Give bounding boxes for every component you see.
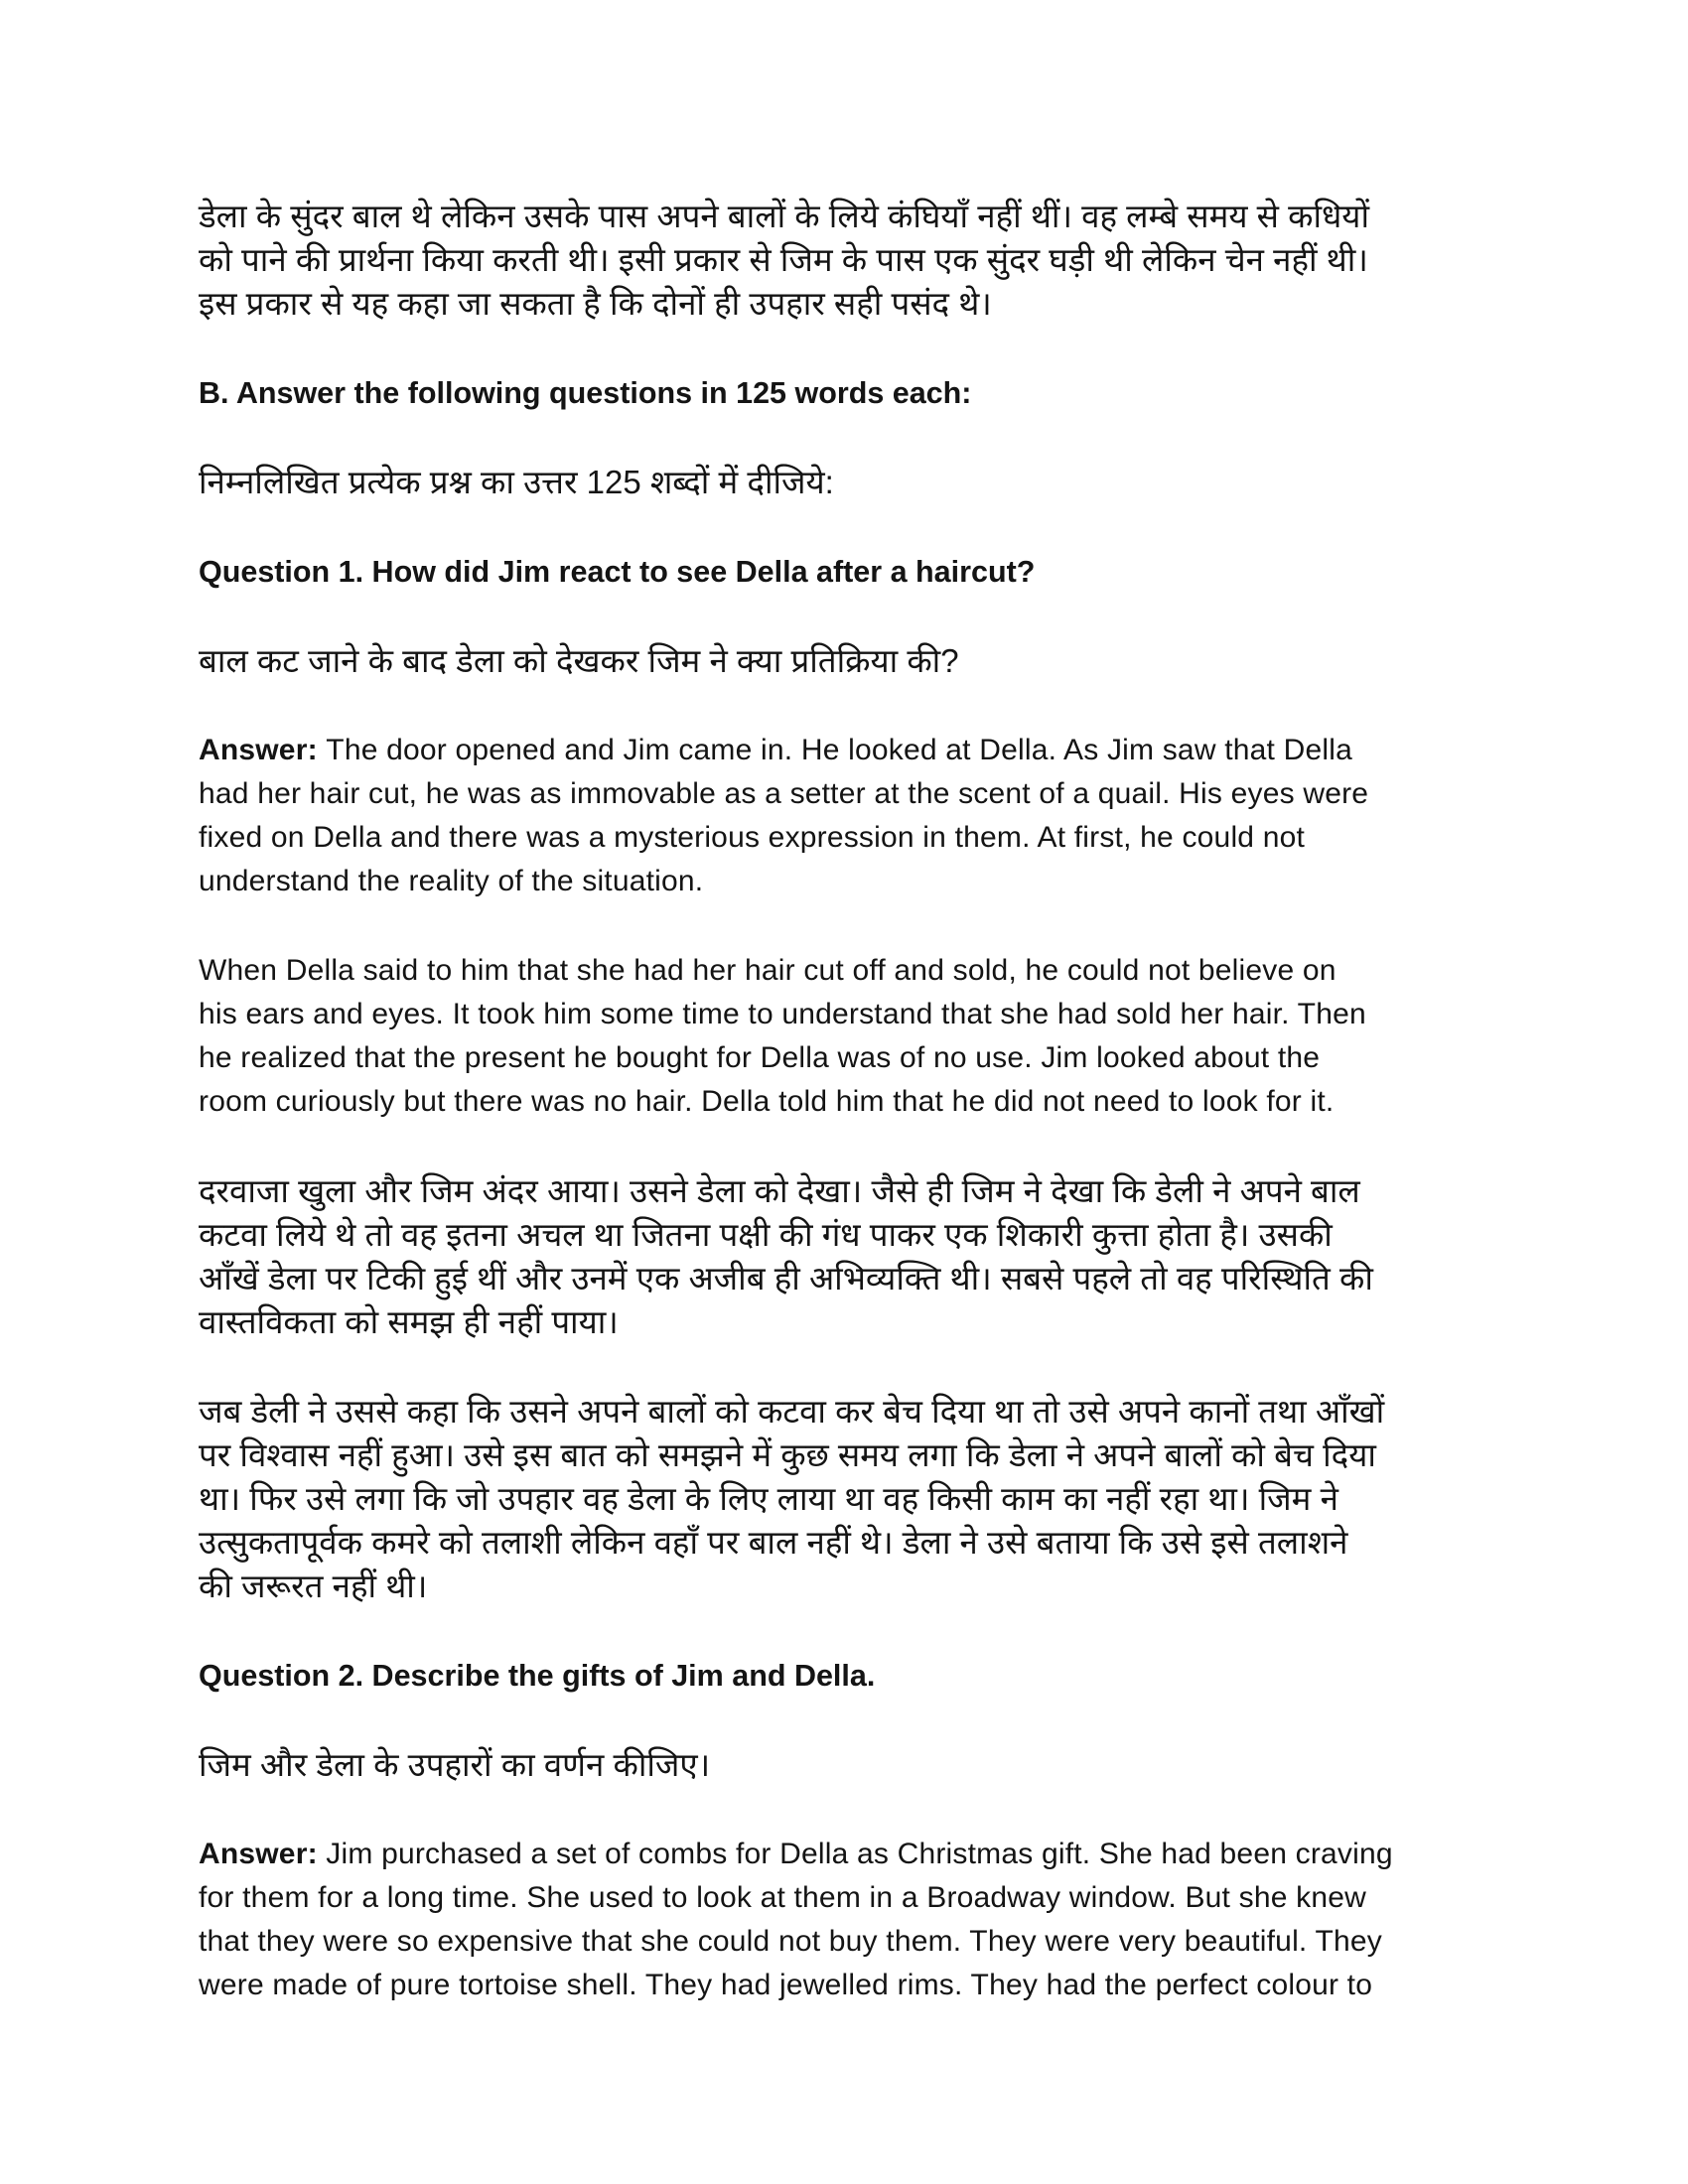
text-line: कटवा लिये थे तो वह इतना अचल था जितना पक्षी की गंध पाकर एक शिकारी कुत्ता होता है। उसकी [199,1216,1333,1253]
text-line: had her hair cut, he was as immovable as a setter at the scent of a quail. His eyes were [199,777,1369,810]
text-line: his ears and eyes. It took him some time to understand that she had sold her hair. Then [199,998,1366,1030]
text-line: जब डेली ने उससे कहा कि उसने अपने बालों को कटवा कर बेच दिया था तो उसे अपने कानों तथा आँखों [199,1393,1385,1430]
text-line: fixed on Della and there was a mysterious expression in them. At first, he could not [199,821,1306,854]
question-1-heading: Question 1. How did Jim react to see Della after a haircut? [199,555,1036,589]
text-line: जिम और डेला के उपहारों का वर्णन कीजिए। [199,1746,711,1783]
text-line: इस प्रकार से यह कहा जा सकता है कि दोनों ही उपहार सही पसंद थे। [199,285,992,322]
instruction-hindi [199,461,1475,504]
text-line: पर विश्वास नहीं हुआ। उसे इस बात को समझने में कुछ समय लगा कि डेला ने अपने बालों को बेच दिया [199,1436,1376,1473]
question-1-answer-hindi-paragraph-2 [199,1390,1475,1608]
text-line: डेला के सुंदर बाल थे लेकिन उसके पास अपने बालों के लिये कंघियाँ नहीं थीं। वह लम्बे समय से कधियों [199,198,1369,234]
section-b-heading: B. Answer the following questions in 125 words each: [199,376,972,410]
question-2-answer-english-paragraph-1 [199,1833,1475,2007]
text-line: वास्तविकता को समझ ही नहीं पाया। [199,1303,619,1340]
text-line: दरवाजा खुला और जिम अंदर आया। उसने डेला को देखा। जैसे ही जिम ने देखा कि डेली ने अपने बाल [199,1172,1360,1209]
text-line: आँखें डेला पर टिकी हुई थीं और उनमें एक अजीब ही अभिव्यक्ति थी। सबसे पहले तो वह परिस्थिति की [199,1260,1373,1297]
text-line: room curiously but there was no hair. Della told him that he did not need to look for it. [199,1085,1335,1118]
question-1-answer-english-paragraph-2 [199,949,1475,1124]
text-line: बाल कट जाने के बाद डेला को देखकर जिम ने क्या प्रतिक्रिया की? [199,642,959,679]
text-line: When Della said to him that she had her hair cut off and sold, he could not believe on [199,954,1336,987]
question-1-answer-hindi-paragraph-1 [199,1169,1475,1344]
answer-label: Answer: [199,1838,327,1870]
text-line: की जरूरत नहीं थी। [199,1568,428,1604]
text-line: understand the reality of the situation. [199,865,704,897]
text-line: that they were so expensive that she could not buy them. They were very beautiful. They [199,1925,1382,1958]
text-line: उत्सुकतापूर्वक कमरे को तलाशी लेकिन वहाँ पर बाल नहीं थे। डेला ने उसे बताया कि उसे इसे तलाशने [199,1524,1348,1561]
text-line: निम्नलिखित प्रत्येक प्रश्न का उत्तर 125 शब्दों में दीजिये: [199,464,834,500]
text-line: he realized that the present he bought for Della was of no use. Jim looked about the [199,1041,1321,1074]
text-line: were made of pure tortoise shell. They had jewelled rims. They had the perfect colour to [199,1969,1373,2001]
text-line: था। फिर उसे लगा कि जो उपहार वह डेला के लिए लाया था वह किसी काम का नहीं रहा था। जिम ने [199,1480,1338,1517]
answer-label: Answer: [199,734,327,766]
text-line: को पाने की प्रार्थना किया करती थी। इसी प्रकार से जिम के पास एक सुंदर घड़ी थी लेकिन चेन नहीं थी। [199,241,1368,278]
text-line: Answer: Jim purchased a set of combs for Della as Christmas gift. She had been craving [199,1838,1393,1870]
question-1-hindi [199,639,1475,683]
text-line: Answer: The door opened and Jim came in. He looked at Della. As Jim saw that Della [199,734,1352,766]
question-1-answer-english-paragraph-1 [199,729,1475,903]
text-line: for them for a long time. She used to look at them in a Broadway window. But she knew [199,1881,1366,1914]
question-2-heading: Question 2. Describe the gifts of Jim and Della. [199,1659,876,1693]
intro-paragraph-hindi [199,195,1475,326]
question-2-hindi [199,1743,1475,1787]
